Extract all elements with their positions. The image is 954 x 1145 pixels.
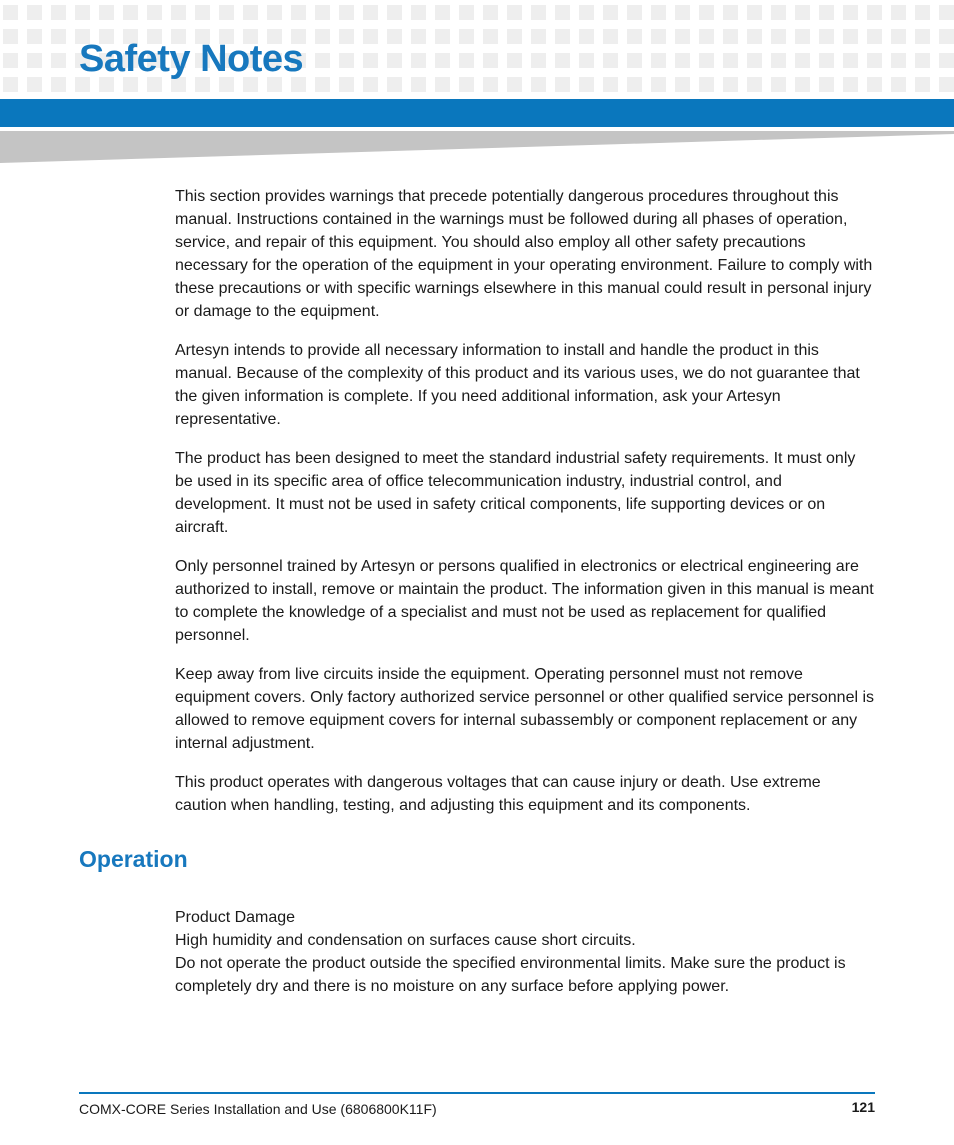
header-blue-bar (0, 99, 954, 127)
intro-paragraph-3: The product has been designed to meet the standard industrial safety requirements. It must only be used in its specific area of office telecommunication industry, industrial control, and development. It must not be used in safety critical components, life supporting devices or on aircraft. (175, 450, 856, 536)
header-gray-wedge (0, 131, 954, 163)
intro-paragraph-6: This product operates with dangerous voltages that can cause injury or death. Use extreme caution when handling, testing, and adjusting this equipment and its components. (175, 774, 821, 814)
intro-paragraph-2: Artesyn intends to provide all necessary information to install and handle the product in this manual. Because of the complexity of this product and its various uses, we do not guarantee that the given information is complete. If you need additional information, ask your Artesyn representative. (175, 342, 860, 428)
page-title: Safety Notes (79, 38, 304, 80)
footer-page-number: 121 (851, 1099, 875, 1115)
intro-section (175, 185, 875, 833)
notice-line-1: High humidity and condensation on surfaces cause short circuits. (175, 932, 636, 949)
product-damage-notice (175, 906, 875, 998)
intro-paragraph-5: Keep away from live circuits inside the equipment. Operating personnel must not remove equipment covers. Only factory authorized service personnel or other qualified service personnel is allowed to remove equipment covers for internal subassembly or component replacement or any internal adjustment. (175, 666, 875, 752)
notice-line-2: Do not operate the product outside the specified environmental limits. Make sure the product is completely dry and there is no moisture on any surface before applying power. (175, 955, 846, 995)
footer-rule (79, 1092, 875, 1094)
notice-title: Product Damage (175, 909, 296, 926)
intro-paragraph-4: Only personnel trained by Artesyn or persons qualified in electronics or electrical engineering are authorized to install, remove or maintain the product. The information given in this manual is meant to complete the knowledge of a specialist and must not be used as replacement for qualified personnel. (175, 558, 874, 644)
section-heading-operation: Operation (79, 846, 188, 872)
intro-paragraph-1: This section provides warnings that precede potentially dangerous procedures throughout this manual. Instructions contained in the warnings must be followed during all phases of operation, service, and repair of this equipment. You should also employ all other safety precautions necessary for the operation of the equipment in your operating environment. Failure to comply with these precautions or with specific warnings elsewhere in this manual could result in personal injury or damage to the equipment. (175, 188, 873, 320)
footer-doc-title: COMX-CORE Series Installation and Use (6806800K11F) (79, 1101, 437, 1117)
